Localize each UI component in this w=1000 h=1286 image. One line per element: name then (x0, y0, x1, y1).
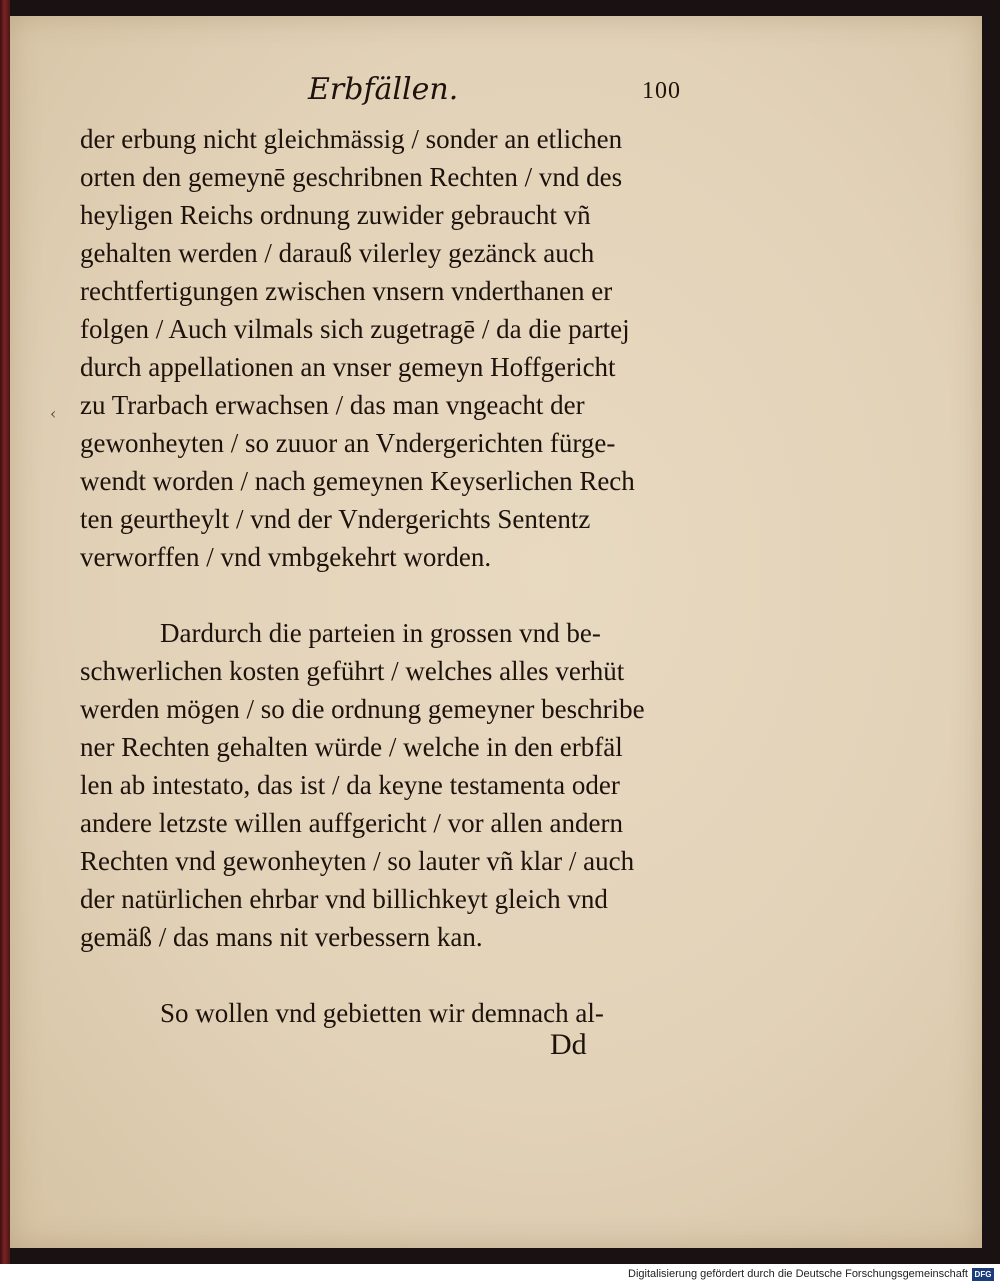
text-line: folgen / Auch vilmals sich zugetragē / da die partej (80, 314, 630, 344)
book-spine-edge (0, 0, 10, 1264)
running-title: Erbfällen. (308, 72, 459, 107)
text-line: Rechten vnd gewonheyten / so lauter vñ klar / auch (80, 846, 635, 876)
text-line: Dardurch die parteien in grossen vnd be- (160, 618, 601, 648)
text-line: orten den gemeynē geschribnen Rechten / vnd des (80, 162, 623, 192)
text-line: rechtfertigungen zwischen vnsern vnderthanen er (80, 276, 613, 306)
text-line: der natürlichen ehrbar vnd billichkeyt gleich vnd (80, 884, 608, 914)
text-line: der erbung nicht gleichmässig / sonder an etlichen (80, 124, 623, 154)
text-line: verworffen / vnd vmbgekehrt worden. (80, 542, 492, 572)
text-line: andere letzste willen auffgericht / vor allen andern (80, 808, 624, 838)
text-line: So wollen vnd gebietten wir demnach al- (160, 998, 604, 1028)
text-line: len ab intestato, das ist / da keyne testamenta oder (80, 770, 620, 800)
book-page (10, 16, 982, 1248)
catchword: Dd (550, 1028, 587, 1061)
body-text (80, 120, 700, 1070)
margin-mark: ‹ (50, 404, 57, 423)
text-line: gewonheyten / so zuuor an Vndergerichten fürge- (80, 428, 616, 458)
text-line: durch appellationen an vnser gemeyn Hoffgericht (80, 352, 616, 382)
folio-number: 100 (642, 78, 681, 104)
paragraph-1 (80, 120, 700, 576)
text-line: ten geurtheylt / vnd der Vndergerichts Sententz (80, 504, 591, 534)
text-line: ner Rechten gehalten würde / welche in den erbfäl (80, 732, 623, 762)
text-line: werden mögen / so die ordnung gemeyner beschribe (80, 694, 645, 724)
text-line: heyligen Reichs ordnung zuwider gebraucht vñ (80, 200, 591, 230)
page-header (10, 72, 982, 122)
paragraph-2 (80, 614, 700, 956)
text-line: gemäß / das mans nit verbessern kan. (80, 922, 483, 952)
digitization-credit: Digitalisierung gefördert durch die Deutsche Forschungsgemeinschaft (628, 1268, 968, 1280)
text-line: gehalten werden / darauß vilerley gezänck auch (80, 238, 595, 268)
text-line: schwerlichen kosten geführt / welches alles verhüt (80, 656, 625, 686)
text-line: zu Trarbach erwachsen / das man vngeacht der (80, 390, 585, 420)
paragraph-3 (80, 994, 700, 1032)
dfg-logo: DFG (972, 1268, 994, 1281)
text-line: wendt worden / nach gemeynen Keyserlichen Rech (80, 466, 635, 496)
